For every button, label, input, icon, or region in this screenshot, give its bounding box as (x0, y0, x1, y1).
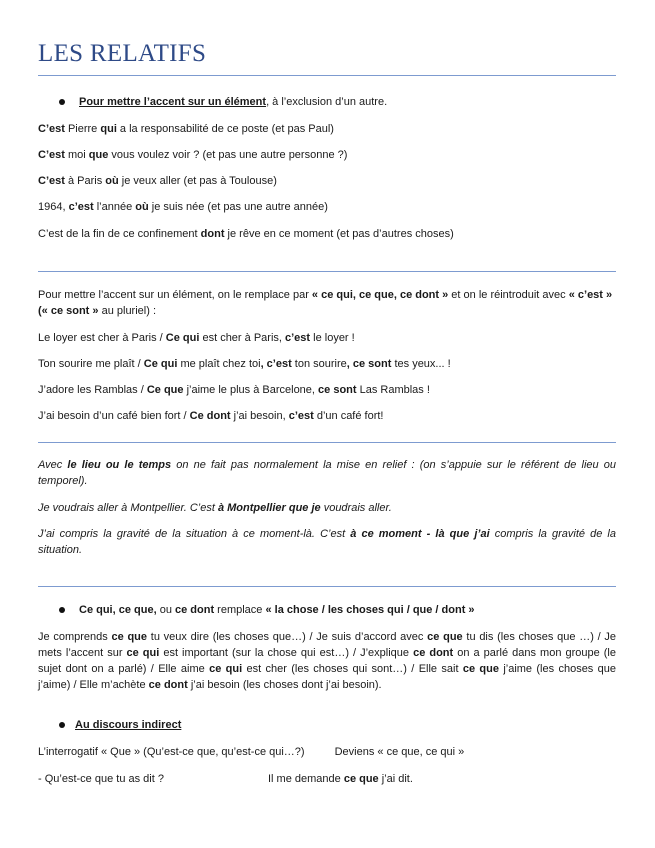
text-span: Las Ramblas ! (356, 384, 430, 396)
text-span: Je comprends (38, 631, 112, 643)
text-span: est cher à Paris, (199, 332, 285, 344)
bold-text: ce dont (148, 679, 188, 691)
bold-text: « c’est » (« ce sont » (38, 289, 613, 317)
text-span: tu dis (les choses que …) / Je mets l’accent sur (38, 631, 617, 659)
text-span: remplace (214, 604, 266, 616)
text-span: a la responsabilité de ce poste (et pas Paul) (116, 123, 334, 135)
bold-text: c’est (288, 410, 314, 422)
text-span: et on le réintroduit avec (448, 289, 569, 301)
section2-intro (38, 287, 616, 319)
section4-paragraph (38, 629, 616, 693)
text-span: le loyer ! (310, 332, 355, 344)
text-span: compris la gravité de la situation. (38, 528, 616, 556)
bullet-icon (59, 722, 65, 728)
text-span: j’aime (les choses que j’aime) / Elle m’achète (38, 663, 616, 691)
section5-heading (38, 717, 616, 733)
bold-text: ce que (462, 663, 499, 675)
text-span: tes yeux... ! (391, 358, 451, 370)
bold-text: ce dont (175, 604, 215, 616)
bold-text: « ce qui, ce que, ce dont » (311, 289, 449, 301)
divider (38, 271, 616, 272)
text-span: ou (156, 604, 175, 616)
section1-heading (38, 94, 616, 110)
text-span: vous voulez voir ? (et pas une autre personne ?) (108, 149, 348, 161)
text-span: Il me demande (268, 773, 344, 785)
example-line (38, 199, 616, 215)
example-line (38, 173, 616, 189)
text-span: , à l’exclusion d’un autre. (266, 96, 388, 108)
example-line (38, 147, 616, 163)
bold-text: qui (100, 123, 117, 135)
bold-text: ce sont (318, 384, 357, 396)
page-title: LES RELATIFS (38, 40, 207, 67)
text-span: est important (sur la chose qui est…) / J’explique (159, 647, 414, 659)
bold-text: Ce que (146, 384, 184, 396)
text-span: tu veux dire (les choses que…) / Je suis d’accord avec (147, 631, 428, 643)
text-span: je veux aller (et pas à Toulouse) (118, 175, 277, 187)
bold-text: C’est (38, 123, 65, 135)
example-line (38, 121, 616, 137)
bold-text: Ce qui (143, 358, 178, 370)
bold-text: Ce qui, ce que, (79, 604, 157, 616)
bullet-icon (59, 607, 65, 613)
example-line (38, 330, 616, 346)
example-line (38, 382, 616, 398)
text-span: je rêve en ce moment (et pas d’autres choses) (224, 228, 454, 240)
text-span: d’un café fort! (313, 410, 384, 422)
text-span: L’interrogatif « Que » (Qu’est-ce que, qu’est-ce qui…?) (38, 746, 305, 758)
text-span: Pour mettre l’accent sur un élément, on le remplace par (38, 289, 312, 301)
text-span: j’ai besoin, (230, 410, 289, 422)
text-span: Avec (38, 459, 68, 471)
bold-text: le lieu ou le temps (67, 459, 172, 471)
text-span: au pluriel) : (98, 305, 157, 317)
text-span: Ton sourire me plaît / (38, 358, 144, 370)
indirect-line (38, 744, 616, 760)
text-span: j’aime le plus à Barcelone, (183, 384, 319, 396)
text-span: on ne fait pas normalement la mise en relief : (on s’appuie sur le référent de lieu ou temporel). (38, 459, 617, 487)
bold-text: que (88, 149, 109, 161)
text-span: j’ai dit. (378, 773, 413, 785)
indirect-line (38, 771, 616, 787)
bold-text: où (135, 201, 149, 213)
bold-text: Ce qui (165, 332, 200, 344)
section3-note (38, 457, 616, 489)
text-span: Pour mettre l’accent sur un élément (79, 96, 267, 108)
text-span: l’année (93, 201, 136, 213)
text-span: j’ai besoin (les choses dont j’ai besoin). (187, 679, 382, 691)
text-span: Au discours indirect (75, 719, 182, 731)
bold-text: c’est (285, 332, 311, 344)
bold-text: Ce dont (189, 410, 231, 422)
text-span: C’est de la fin de ce confinement (38, 228, 201, 240)
example-line (38, 500, 616, 516)
bold-text: C’est (38, 175, 65, 187)
text-span: moi (64, 149, 89, 161)
divider (38, 75, 616, 76)
text-span: à Paris (64, 175, 106, 187)
bold-text: C’est (38, 149, 65, 161)
bold-text: ce qui (126, 647, 160, 659)
text-span: je suis née (et pas une autre année) (148, 201, 328, 213)
example-line (38, 356, 616, 372)
bold-text: à ce moment - là que j’ai (350, 528, 490, 540)
text-span: me plaît chez toi (177, 358, 261, 370)
text-span: 1964, (38, 201, 69, 213)
example-line (38, 408, 616, 424)
text-span: Le loyer est cher à Paris / (38, 332, 166, 344)
text-span: J’ai besoin d’un café bien fort / (38, 410, 190, 422)
divider (38, 442, 616, 443)
text-span: Pierre (64, 123, 101, 135)
bold-text: à Montpellier que je (217, 502, 321, 514)
bold-text: ce dont (413, 647, 454, 659)
text-span: voudrais aller. (320, 502, 392, 514)
text-span: on a parlé dans mon groupe (le sujet dont on a parlé) / Elle aime (38, 647, 616, 675)
bold-text: , c’est (260, 358, 292, 370)
bold-text: , ce sont (346, 358, 392, 370)
example-line (38, 526, 616, 558)
bold-text: ce que (111, 631, 148, 643)
text-span: J’adore les Ramblas / (38, 384, 147, 396)
bold-text: ce que (427, 631, 463, 643)
text-span: ton sourire (291, 358, 347, 370)
bullet-icon (59, 99, 65, 105)
bold-text: ce que (343, 773, 379, 785)
text-span: est cher (les choses qui sont…) / Elle sait (242, 663, 463, 675)
text-span: Deviens « ce que, ce qui » (334, 746, 465, 758)
text-span: J’ai compris la gravité de la situation à ce moment-là. C’est (38, 528, 351, 540)
bold-text: c’est (68, 201, 94, 213)
example-line (38, 226, 616, 242)
divider (38, 586, 616, 587)
bold-text: où (105, 175, 119, 187)
text-span: - Qu’est-ce que tu as dit ? (38, 773, 164, 785)
text-span: Je voudrais aller à Montpellier. C’est (38, 502, 218, 514)
section4-heading (38, 602, 616, 618)
bold-text: dont (200, 228, 225, 240)
bold-text: ce qui (209, 663, 243, 675)
bold-text: « la chose / les choses qui / que / dont » (265, 604, 475, 616)
